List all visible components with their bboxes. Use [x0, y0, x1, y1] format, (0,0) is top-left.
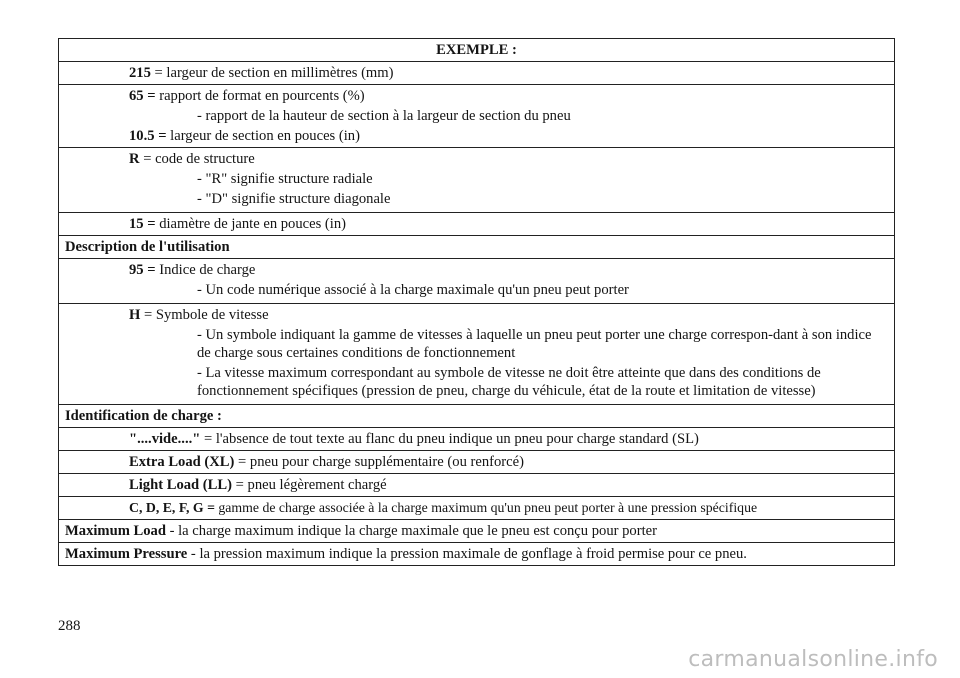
- term-95: 95 =: [129, 262, 156, 278]
- table-row: [59, 405, 895, 428]
- sub-65: - rapport de la hauteur de section à la largeur de section du pneu: [197, 108, 571, 124]
- sub-h-max: - La vitesse maximum correspondant au symbole de vitesse ne doit être atteinte que dans des conditions de fonctionnement spécifiques (pression de pneu, charge du véhicule, état de la route et limitation de vitesse): [197, 365, 821, 399]
- page-number: 288: [58, 618, 81, 634]
- term-cdefg: C, D, E, F, G =: [129, 500, 215, 515]
- row-xl: [59, 451, 895, 474]
- table-row: [59, 520, 895, 543]
- def-cdefg: gamme de charge associée à la charge maximum qu'un pneu peut porter à une pression spécifique: [214, 500, 758, 515]
- row-cdefg: [59, 497, 895, 520]
- term-xl: Extra Load (XL): [129, 454, 235, 470]
- def-ll: = pneu légèrement chargé: [232, 477, 387, 493]
- sub-95: - Un code numérique associé à la charge maximale qu'un pneu peut porter: [197, 282, 629, 298]
- def-215: = largeur de section en millimètres (mm): [150, 65, 394, 81]
- row-vide: [59, 428, 895, 451]
- row-ll: [59, 474, 895, 497]
- term-10-5: 10.5 =: [129, 128, 167, 144]
- row-215: [59, 62, 895, 85]
- section-usage-heading: Description de l'utilisation: [59, 236, 895, 259]
- sub-h-range: - Un symbole indiquant la gamme de vitesses à laquelle un pneu peut porter une charge correspon-dant à son indice de charge sous certaines conditions de fonctionnement: [197, 327, 872, 361]
- table-row: [59, 85, 895, 148]
- table-row: [59, 497, 895, 520]
- def-max-pressure: - la pression maximum indique la pression maximale de gonflage à froid permise pour ce pneu.: [187, 546, 747, 562]
- row-max-pressure: [59, 543, 895, 566]
- def-xl: = pneu pour charge supplémentaire (ou renforcé): [234, 454, 524, 470]
- table-row: [59, 62, 895, 85]
- row-95: [59, 259, 895, 304]
- tire-code-table: [58, 38, 895, 566]
- term-ll: Light Load (LL): [129, 477, 232, 493]
- table-row: [59, 213, 895, 236]
- section-load-heading: Identification de charge :: [59, 405, 895, 428]
- table-row: [59, 451, 895, 474]
- table-row: [59, 428, 895, 451]
- term-215: 215: [129, 65, 151, 81]
- row-15: [59, 213, 895, 236]
- def-max-load: - la charge maximum indique la charge maximale que le pneu est conçu pour porter: [165, 523, 657, 539]
- term-max-pressure: Maximum Pressure: [65, 546, 188, 562]
- table-header: EXEMPLE :: [59, 39, 895, 62]
- def-h: = Symbole de vitesse: [140, 307, 269, 323]
- row-max-load: [59, 520, 895, 543]
- table-row: [59, 543, 895, 566]
- table-row: [59, 236, 895, 259]
- def-15: diamètre de jante en pouces (in): [155, 216, 347, 232]
- def-10-5: largeur de section en pouces (in): [166, 128, 360, 144]
- term-h: H: [129, 307, 141, 323]
- term-65: 65 =: [129, 88, 156, 104]
- table-row: [59, 39, 895, 62]
- table-row: [59, 304, 895, 405]
- sub-r-radial: - "R" signifie structure radiale: [197, 171, 373, 187]
- term-15: 15 =: [129, 216, 156, 232]
- def-95: Indice de charge: [155, 262, 256, 278]
- table-row: [59, 474, 895, 497]
- watermark: carmanualsonline.info: [688, 647, 938, 672]
- row-h: [59, 304, 895, 405]
- table-row: [59, 148, 895, 213]
- sub-r-diagonal: - "D" signifie structure diagonale: [197, 191, 391, 207]
- def-vide: = l'absence de tout texte au flanc du pneu indique un pneu pour charge standard (SL): [200, 431, 699, 447]
- table-row: [59, 259, 895, 304]
- def-65: rapport de format en pourcents (%): [155, 88, 365, 104]
- term-r: R: [129, 151, 140, 167]
- term-max-load: Maximum Load: [65, 523, 166, 539]
- def-r: = code de structure: [139, 151, 255, 167]
- term-vide: "....vide....": [129, 431, 201, 447]
- row-r: [59, 148, 895, 213]
- row-65: [59, 85, 895, 148]
